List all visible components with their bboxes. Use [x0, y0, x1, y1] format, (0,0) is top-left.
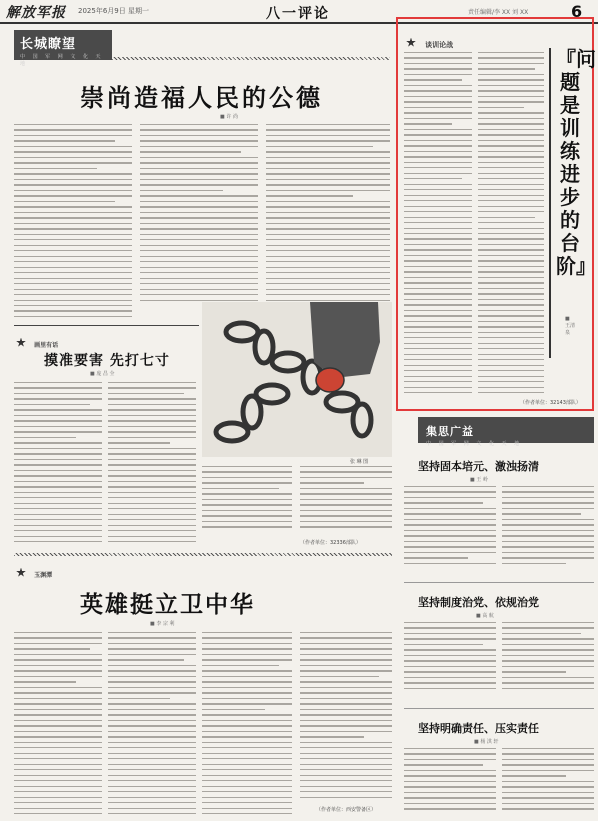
jisi-item-1-text-2 [502, 486, 594, 570]
yuyuan-text-col-3 [202, 632, 292, 814]
painting-text-col-3 [202, 466, 292, 534]
yuyuan-label-text: 玉渊潭 [34, 572, 53, 579]
yuyuan-text-col-1 [14, 632, 102, 814]
jisi-banner-title: 集思广益 [426, 425, 474, 438]
forum-headline: 『问题是训练进步的台阶』 [556, 47, 596, 278]
painting-text-col-4 [300, 466, 392, 534]
jisi-divider-1 [404, 582, 594, 583]
jisi-divider-2 [404, 708, 594, 709]
painting-label-text: 画里有话 [34, 342, 59, 349]
chain-fist-drawing [202, 302, 392, 457]
jisi-item-3-text-1 [404, 748, 496, 816]
painting-source: （作者单位：32336部队） [300, 540, 361, 546]
yuyuan-text-col-4 [300, 632, 392, 802]
jisi-item-2-title: 坚持制度治党、依规治党 [418, 596, 539, 609]
section-title: 八一评论 [266, 6, 330, 22]
page-number: 6 [571, 2, 583, 21]
forum-label [406, 32, 453, 51]
star-icon [16, 568, 26, 578]
yuyuan-headline: 英雄挺立卫中华 [80, 592, 255, 618]
jisi-item-1-byline: ■ 王 岭 [470, 477, 488, 483]
great-wall-byline: ■ 许 尚 [220, 114, 238, 120]
yuyuan-source: （作者单位：西安警备区） [316, 807, 377, 813]
jisi-item-2-text-2 [502, 622, 594, 696]
great-wall-text-col-3 [266, 124, 390, 302]
jisi-item-1-text-1 [404, 486, 496, 570]
jisi-banner [418, 417, 594, 447]
jisi-item-3-text-2 [502, 748, 594, 816]
chain-fist-illustration [202, 302, 392, 457]
yuyuan-byline: ■ 李 宗 利 [150, 621, 175, 627]
painting-credit: 张 琳 图 [350, 459, 369, 465]
painting-top-rule [14, 325, 199, 326]
painting-text-col-2 [108, 382, 196, 542]
jisi-item-2-text-1 [404, 622, 496, 696]
painting-byline: ■ 庞 昌 全 [90, 371, 115, 377]
forum-label-text: 谈训论战 [425, 41, 454, 49]
jisi-item-2-byline: ■ 高 航 [476, 613, 494, 619]
great-wall-banner [14, 30, 112, 67]
masthead: 解放军报 [6, 5, 66, 21]
great-wall-banner-sub: 中 国 军 网 文 化 天 地 [20, 54, 104, 67]
yuyuan-text-col-2 [108, 632, 196, 814]
jisi-banner-sub: 中 国 军 网 文 化 天 地 [426, 441, 523, 447]
jisi-item-1-title: 坚持固本培元、激浊扬清 [418, 460, 539, 473]
forum-author: ■ 王清泉 [565, 316, 576, 336]
great-wall-banner-title: 长城瞭望 [20, 37, 77, 52]
great-wall-text-col-2 [140, 124, 258, 302]
star-icon [16, 338, 26, 348]
yuyuan-rule [14, 553, 392, 556]
jisi-item-3-title: 坚持明确责任、压实责任 [418, 722, 539, 735]
forum-text-col-1 [404, 52, 472, 404]
great-wall-text-col-1 [14, 124, 132, 319]
forum-source: （作者单位：32143部队） [520, 400, 581, 406]
star-icon [406, 38, 416, 48]
forum-divider [549, 48, 551, 358]
jisi-item-3-byline: ■ 杨 淇 轩 [474, 739, 499, 745]
great-wall-headline: 崇尚造福人民的公德 [80, 84, 323, 112]
painting-headline: 摸准要害 先打七寸 [44, 353, 170, 369]
painting-text-col-1 [14, 382, 102, 542]
dateline: 2025年6月9日 星期一 [78, 7, 149, 15]
yuyuan-label [16, 562, 52, 581]
painting-label [16, 332, 58, 351]
editor-credit: 责任编辑/李 XX 刘 XX [468, 9, 529, 16]
forum-text-col-2 [478, 52, 544, 404]
great-wall-rule [112, 57, 390, 60]
